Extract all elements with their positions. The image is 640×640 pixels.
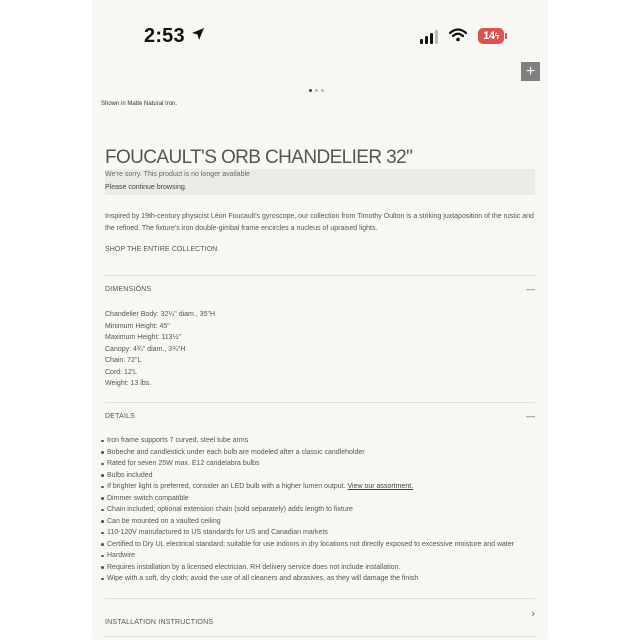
- phone-screen: [92, 0, 548, 640]
- divider: [105, 598, 535, 599]
- details-section-header[interactable]: [105, 413, 535, 425]
- list-item: 110-120V manufactured to US standards for US and Canadian markets: [100, 527, 540, 539]
- plus-icon: +: [525, 62, 536, 80]
- list-item: Rated for seven 25W max. E12 candelabra bulbs: [100, 458, 540, 470]
- divider: [105, 402, 535, 403]
- divider: [105, 636, 535, 637]
- list-item: Chain included; optional extension chain (sold separately) adds length to fixture: [100, 504, 540, 516]
- cellular-signal-icon: [420, 30, 438, 44]
- dimension-item: Maximum Height: 113½": [105, 334, 181, 341]
- installation-label: INSTALLATION INSTRUCTIONS: [105, 619, 214, 626]
- dimension-item: Weight: 13 lbs.: [105, 380, 152, 387]
- dimension-item: Chandelier Body: 32¼" diam., 35"H: [105, 311, 216, 318]
- list-item: Certified to Dry UL electrical standard: suitable for use indoors in dry locations not directly exposed to excessive moisture and water: [100, 539, 540, 551]
- collapse-icon[interactable]: —: [526, 411, 535, 421]
- dimensions-list: [105, 309, 215, 390]
- view-assortment-link[interactable]: View our assortment.: [347, 483, 414, 490]
- dimension-item: Canopy: 4¾" diam., 3¾"H: [105, 345, 186, 353]
- continue-browsing-message: Please continue browsing.: [105, 184, 187, 191]
- image-caption: Shown in Matte Natural Iron.: [101, 101, 178, 107]
- carousel-dot[interactable]: [321, 89, 324, 92]
- carousel-dot[interactable]: [309, 89, 312, 92]
- unavailable-message: We're sorry. This product is no longer available: [105, 171, 250, 178]
- dimension-item: Minimum Height: 45": [105, 322, 170, 330]
- carousel-dot[interactable]: [315, 89, 318, 92]
- list-item: Bulbs included: [100, 470, 540, 482]
- list-item: Iron frame supports 7 curved, steel tube arms: [100, 435, 540, 447]
- list-item: Hardwire: [100, 550, 540, 562]
- dimensions-label: DIMENSIONS: [105, 286, 152, 293]
- dimensions-section-header[interactable]: [105, 286, 535, 298]
- status-time: 2:53: [144, 25, 185, 47]
- installation-instructions-row[interactable]: [105, 608, 535, 626]
- chevron-right-icon: ›: [531, 608, 535, 620]
- unavailable-notice: [105, 169, 535, 195]
- details-list: [100, 435, 540, 585]
- product-description: Inspired by 19th-century physicist Léon Foucault's gyroscope, our collection from Timothy Oulton is a striking juxtaposition of the rustic and the refined. The fixture's iron double-gimbal frame encircles a nucleus of upraised lights.: [105, 213, 534, 232]
- list-item: Wipe with a soft, dry cloth; avoid the use of all cleaners and abrasives, as they will damage the finish: [100, 573, 540, 585]
- dimension-item: Chain: 72"L: [105, 357, 142, 364]
- list-item: Dimmer switch compatible: [100, 493, 540, 505]
- list-item: Bobeche and candlestick under each bulb are modeled after a classic candleholder: [100, 447, 540, 459]
- list-item: Can be mounted on a vaulted ceiling: [100, 516, 540, 528]
- shop-collection-link[interactable]: SHOP THE ENTIRE COLLECTION: [105, 246, 218, 253]
- product-title: FOUCAULT'S ORB CHANDELIER 32": [105, 147, 413, 168]
- list-item: [100, 481, 540, 493]
- battery-cap: [505, 33, 507, 39]
- dimension-item: Cord: 12'L: [105, 368, 138, 376]
- location-arrow-icon: [191, 27, 205, 41]
- battery-icon: 14 ϟ: [478, 28, 504, 44]
- list-item-text: If brighter light is preferred, consider an LED bulb with a higher lumen output.: [107, 483, 346, 490]
- list-item: Requires installation by a licensed electrician. RH delivery service does not include installation.: [100, 562, 540, 574]
- wifi-icon: [449, 28, 467, 42]
- details-label: DETAILS: [105, 413, 136, 420]
- divider: [105, 275, 535, 276]
- collapse-icon[interactable]: —: [526, 284, 535, 294]
- carousel-pagination-dots[interactable]: [309, 89, 324, 92]
- status-bar: [92, 22, 548, 52]
- expand-image-button[interactable]: [521, 62, 540, 81]
- battery-level: 14: [483, 30, 495, 42]
